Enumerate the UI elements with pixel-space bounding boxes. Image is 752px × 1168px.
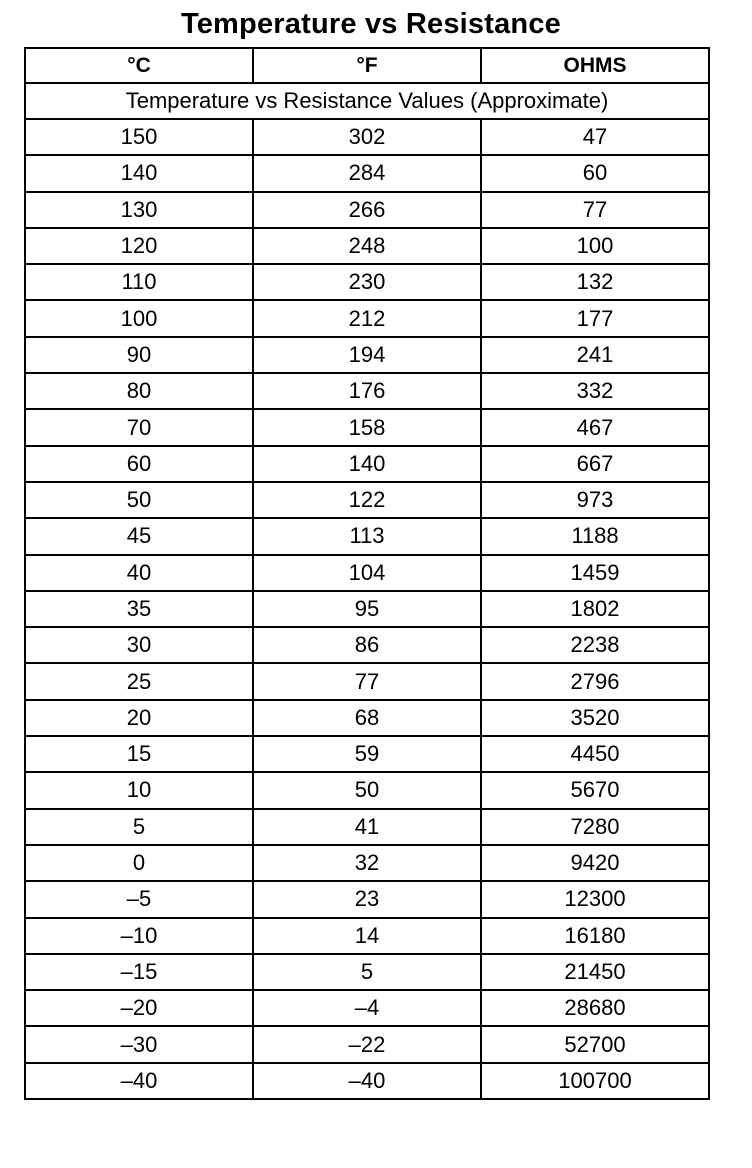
cell-celsius: –15 [25, 954, 253, 990]
table-body [25, 83, 709, 1099]
cell-fahrenheit: 68 [253, 700, 481, 736]
cell-celsius: 20 [25, 700, 253, 736]
table-row [25, 264, 709, 300]
cell-fahrenheit: 14 [253, 918, 481, 954]
cell-fahrenheit: 194 [253, 337, 481, 373]
table-row [25, 954, 709, 990]
table-row [25, 772, 709, 808]
table-row [25, 1063, 709, 1099]
table-row [25, 845, 709, 881]
table-row [25, 591, 709, 627]
cell-ohms: 3520 [481, 700, 709, 736]
cell-celsius: 15 [25, 736, 253, 772]
cell-ohms: 1459 [481, 555, 709, 591]
cell-celsius: 10 [25, 772, 253, 808]
table-row [25, 700, 709, 736]
table-row [25, 663, 709, 699]
cell-fahrenheit: 140 [253, 446, 481, 482]
column-header-ohms: OHMS [481, 48, 709, 83]
cell-ohms: 973 [481, 482, 709, 518]
cell-fahrenheit: 212 [253, 300, 481, 336]
cell-celsius: 30 [25, 627, 253, 663]
cell-fahrenheit: 95 [253, 591, 481, 627]
cell-celsius: 150 [25, 119, 253, 155]
cell-ohms: 1188 [481, 518, 709, 554]
table-row [25, 373, 709, 409]
cell-ohms: 77 [481, 192, 709, 228]
table-row [25, 482, 709, 518]
cell-ohms: 21450 [481, 954, 709, 990]
cell-fahrenheit: 50 [253, 772, 481, 808]
table-row [25, 881, 709, 917]
cell-celsius: 140 [25, 155, 253, 191]
cell-ohms: 4450 [481, 736, 709, 772]
cell-celsius: –20 [25, 990, 253, 1026]
cell-fahrenheit: –40 [253, 1063, 481, 1099]
cell-ohms: 100 [481, 228, 709, 264]
cell-fahrenheit: 122 [253, 482, 481, 518]
cell-ohms: 241 [481, 337, 709, 373]
cell-ohms: 28680 [481, 990, 709, 1026]
cell-ohms: 100700 [481, 1063, 709, 1099]
cell-ohms: 47 [481, 119, 709, 155]
cell-ohms: 52700 [481, 1026, 709, 1062]
cell-ohms: 2796 [481, 663, 709, 699]
cell-fahrenheit: 176 [253, 373, 481, 409]
cell-fahrenheit: 41 [253, 809, 481, 845]
cell-ohms: 2238 [481, 627, 709, 663]
cell-fahrenheit: 32 [253, 845, 481, 881]
cell-ohms: 5670 [481, 772, 709, 808]
table-row [25, 809, 709, 845]
cell-celsius: 130 [25, 192, 253, 228]
cell-fahrenheit: –22 [253, 1026, 481, 1062]
table-row [25, 337, 709, 373]
cell-celsius: 50 [25, 482, 253, 518]
cell-fahrenheit: 104 [253, 555, 481, 591]
cell-fahrenheit: 86 [253, 627, 481, 663]
cell-ohms: 60 [481, 155, 709, 191]
table-row [25, 446, 709, 482]
cell-ohms: 9420 [481, 845, 709, 881]
cell-fahrenheit: 5 [253, 954, 481, 990]
resistance-table [24, 47, 710, 1100]
cell-ohms: 1802 [481, 591, 709, 627]
cell-celsius: –30 [25, 1026, 253, 1062]
table-row [25, 300, 709, 336]
table-subtitle: Temperature vs Resistance Values (Approximate) [25, 83, 709, 119]
cell-celsius: 25 [25, 663, 253, 699]
cell-fahrenheit: –4 [253, 990, 481, 1026]
table-row [25, 990, 709, 1026]
cell-celsius: 40 [25, 555, 253, 591]
table-row [25, 518, 709, 554]
column-header-fahrenheit: °F [253, 48, 481, 83]
header-row [25, 48, 709, 83]
table-row [25, 119, 709, 155]
cell-ohms: 16180 [481, 918, 709, 954]
cell-fahrenheit: 230 [253, 264, 481, 300]
column-header-celsius: °C [25, 48, 253, 83]
cell-celsius: 35 [25, 591, 253, 627]
table-row [25, 192, 709, 228]
cell-celsius: 90 [25, 337, 253, 373]
cell-celsius: 60 [25, 446, 253, 482]
subtitle-row [25, 83, 709, 119]
cell-ohms: 12300 [481, 881, 709, 917]
cell-ohms: 467 [481, 409, 709, 445]
cell-celsius: 45 [25, 518, 253, 554]
table-row [25, 627, 709, 663]
cell-celsius: 120 [25, 228, 253, 264]
table-row [25, 228, 709, 264]
cell-ohms: 132 [481, 264, 709, 300]
cell-fahrenheit: 23 [253, 881, 481, 917]
cell-ohms: 7280 [481, 809, 709, 845]
cell-celsius: 5 [25, 809, 253, 845]
cell-fahrenheit: 158 [253, 409, 481, 445]
cell-ohms: 667 [481, 446, 709, 482]
cell-celsius: –5 [25, 881, 253, 917]
table-row [25, 1026, 709, 1062]
table-row [25, 409, 709, 445]
table-row [25, 155, 709, 191]
cell-fahrenheit: 59 [253, 736, 481, 772]
cell-fahrenheit: 113 [253, 518, 481, 554]
cell-celsius: 80 [25, 373, 253, 409]
table-row [25, 918, 709, 954]
cell-celsius: 100 [25, 300, 253, 336]
cell-fahrenheit: 77 [253, 663, 481, 699]
cell-celsius: –10 [25, 918, 253, 954]
cell-celsius: –40 [25, 1063, 253, 1099]
cell-fahrenheit: 248 [253, 228, 481, 264]
cell-celsius: 70 [25, 409, 253, 445]
table-title: Temperature vs Resistance [180, 8, 562, 40]
cell-ohms: 332 [481, 373, 709, 409]
cell-celsius: 0 [25, 845, 253, 881]
cell-fahrenheit: 284 [253, 155, 481, 191]
table-row [25, 555, 709, 591]
table-row [25, 736, 709, 772]
cell-fahrenheit: 302 [253, 119, 481, 155]
cell-fahrenheit: 266 [253, 192, 481, 228]
cell-ohms: 177 [481, 300, 709, 336]
cell-celsius: 110 [25, 264, 253, 300]
